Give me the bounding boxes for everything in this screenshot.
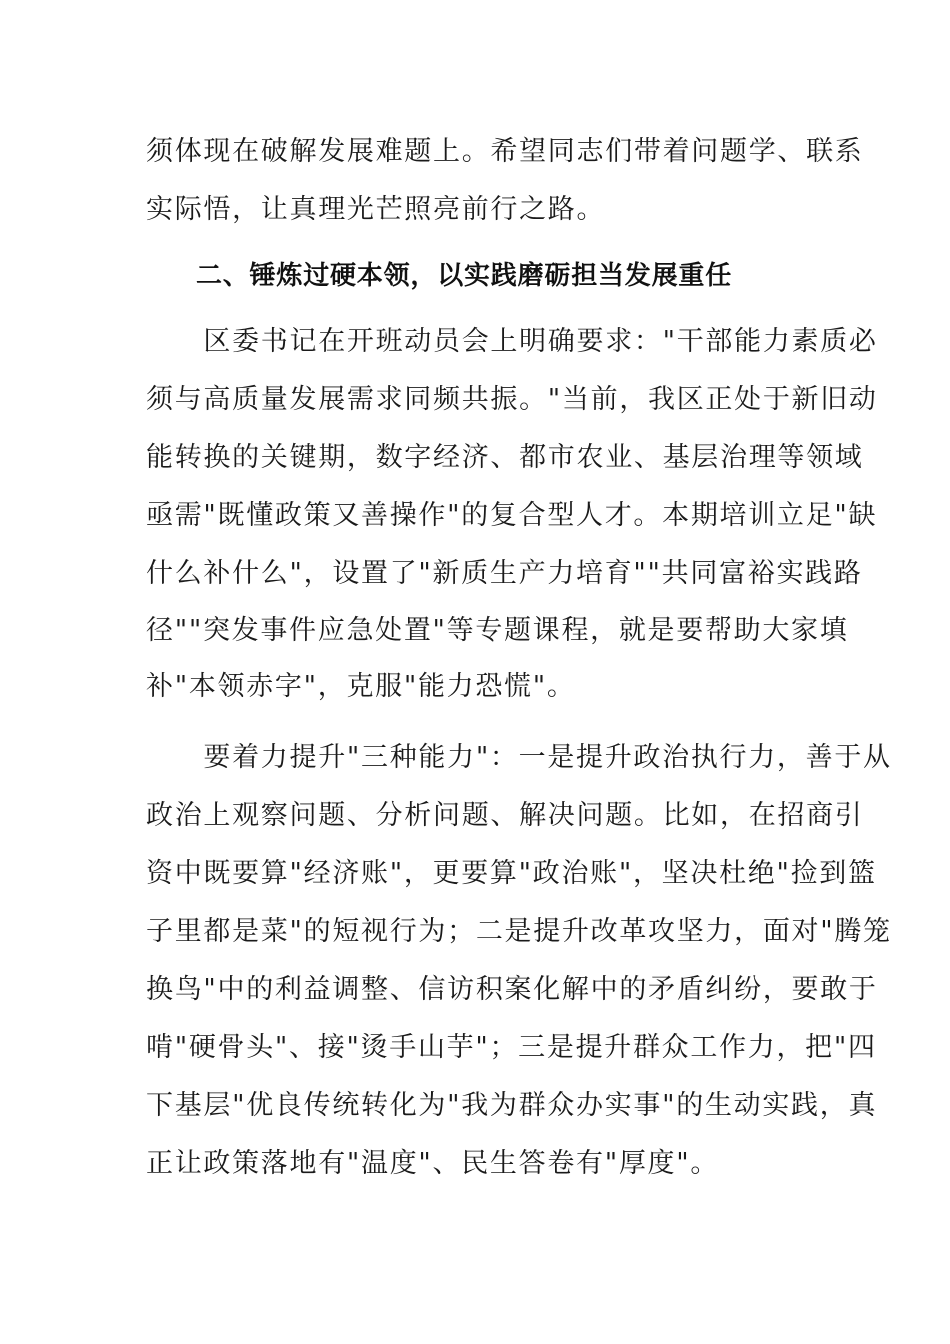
paragraph-line: 要着力提升"三种能力"：一是提升政治执行力，善于从 bbox=[146, 742, 892, 773]
paragraph-line: 子里都是菜"的短视行为；二是提升改革攻坚力，面对"腾笼 bbox=[146, 916, 892, 947]
paragraph-line: 须与高质量发展需求同频共振。"当前，我区正处于新旧动 bbox=[146, 384, 878, 415]
paragraph-line: 亟需"既懂政策又善操作"的复合型人才。本期培训立足"缺 bbox=[146, 500, 878, 531]
paragraph-line: 能转换的关键期，数字经济、都市农业、基层治理等领域 bbox=[146, 442, 864, 473]
paragraph-line: 径""突发事件应急处置"等专题课程，就是要帮助大家填 bbox=[146, 615, 849, 646]
paragraph-line: 正让政策落地有"温度"、民生答卷有"厚度"。 bbox=[146, 1148, 720, 1179]
paragraph-line: 政治上观察问题、分析问题、解决问题。比如，在招商引 bbox=[146, 800, 864, 831]
paragraph-line: 啃"硬骨头"、接"烫手山芋"；三是提升群众工作力，把"四 bbox=[146, 1032, 877, 1063]
paragraph-line: 资中既要算"经济账"，更要算"政治账"，坚决杜绝"捡到篮 bbox=[146, 858, 877, 889]
paragraph-line: 区委书记在开班动员会上明确要求："干部能力素质必 bbox=[146, 326, 878, 357]
paragraph-line: 须体现在破解发展难题上。希望同志们带着问题学、联系 bbox=[146, 136, 864, 167]
paragraph-line: 补"本领赤字"，克服"能力恐慌"。 bbox=[146, 671, 576, 702]
section-heading: 二、锤炼过硬本领，以实践磨砺担当发展重任 bbox=[196, 261, 733, 291]
paragraph-line: 什么补什么"，设置了"新质生产力培育""共同富裕实践路 bbox=[146, 558, 863, 589]
paragraph-line: 换鸟"中的利益调整、信访积案化解中的矛盾纠纷，要敢于 bbox=[146, 974, 878, 1005]
paragraph-line: 下基层"优良传统转化为"我为群众办实事"的生动实践，真 bbox=[146, 1090, 878, 1121]
paragraph-line: 实际悟，让真理光芒照亮前行之路。 bbox=[146, 194, 606, 225]
